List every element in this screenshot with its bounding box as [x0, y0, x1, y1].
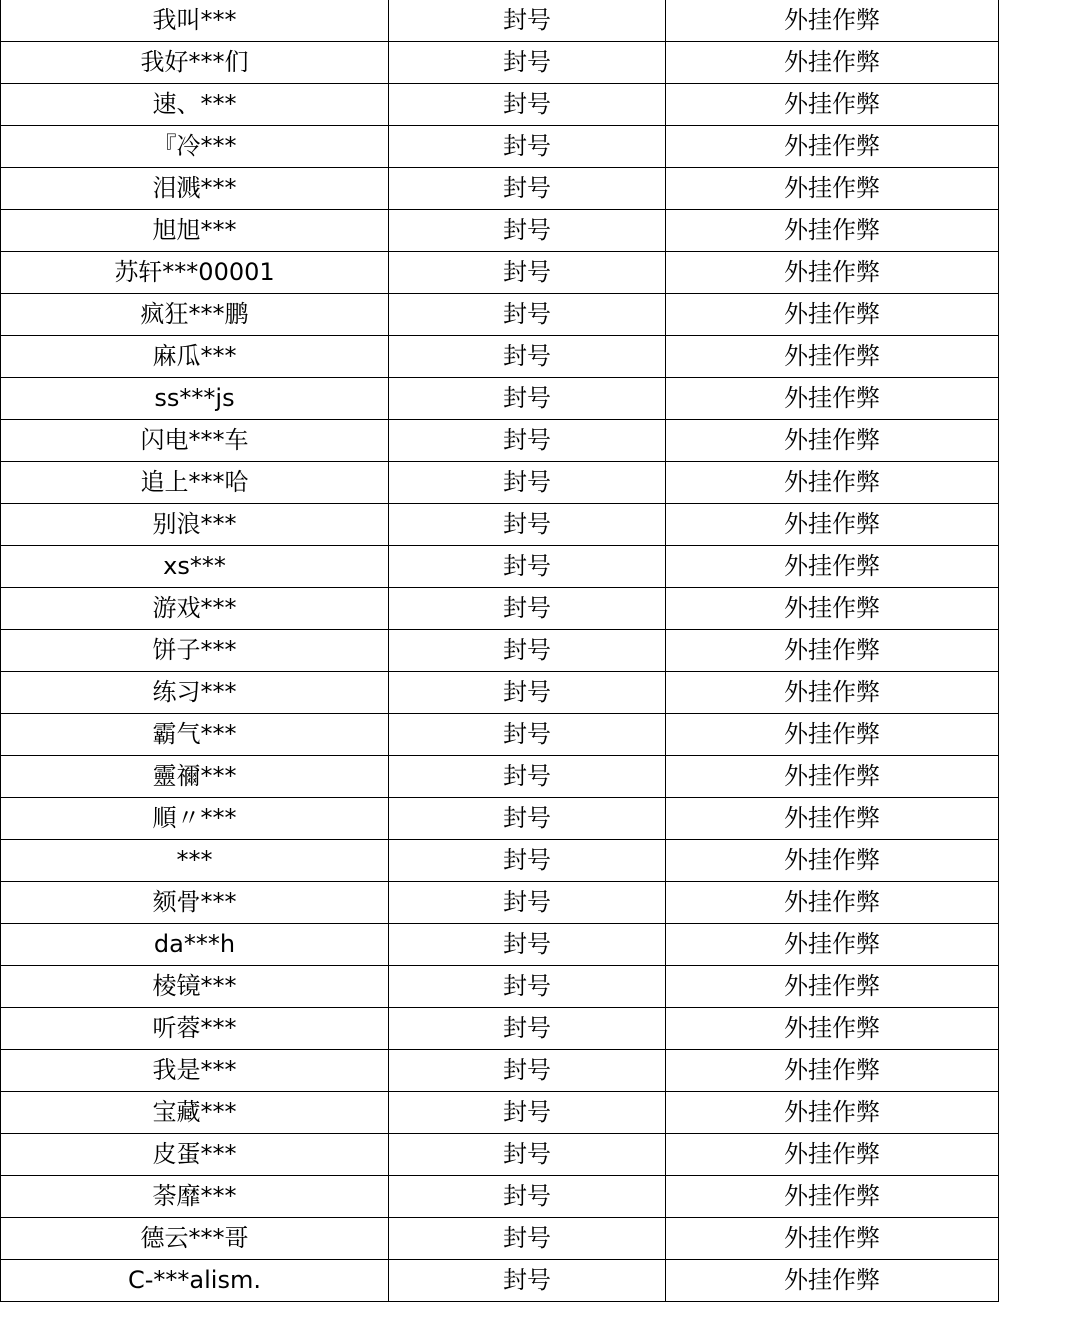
player-name-cell: 德云***哥 — [1, 1218, 389, 1260]
player-name-cell: 练习*** — [1, 672, 389, 714]
player-name-cell: 闪电***车 — [1, 420, 389, 462]
penalty-cell: 封号 — [389, 0, 666, 42]
table-row — [1, 714, 999, 756]
table-row — [1, 252, 999, 294]
table-row — [1, 42, 999, 84]
player-name-cell: 棱镜*** — [1, 966, 389, 1008]
reason-cell: 外挂作弊 — [666, 504, 999, 546]
penalty-cell: 封号 — [389, 756, 666, 798]
penalty-cell: 封号 — [389, 1176, 666, 1218]
reason-cell: 外挂作弊 — [666, 1008, 999, 1050]
player-name-cell: 疯狂***鹏 — [1, 294, 389, 336]
player-name-cell: 荼靡*** — [1, 1176, 389, 1218]
table-row — [1, 84, 999, 126]
reason-cell: 外挂作弊 — [666, 378, 999, 420]
table-row — [1, 588, 999, 630]
table-row — [1, 336, 999, 378]
reason-cell: 外挂作弊 — [666, 588, 999, 630]
reason-cell: 外挂作弊 — [666, 966, 999, 1008]
penalty-cell: 封号 — [389, 42, 666, 84]
table-row — [1, 756, 999, 798]
reason-cell: 外挂作弊 — [666, 924, 999, 966]
reason-cell: 外挂作弊 — [666, 1260, 999, 1302]
penalty-cell: 封号 — [389, 630, 666, 672]
player-name-cell: 别浪*** — [1, 504, 389, 546]
table-row — [1, 1092, 999, 1134]
reason-cell: 外挂作弊 — [666, 1050, 999, 1092]
penalty-cell: 封号 — [389, 924, 666, 966]
player-name-cell: 順〃*** — [1, 798, 389, 840]
player-name-cell: 我好***们 — [1, 42, 389, 84]
penalty-cell: 封号 — [389, 168, 666, 210]
reason-cell: 外挂作弊 — [666, 798, 999, 840]
player-name-cell: ss***js — [1, 378, 389, 420]
table-row — [1, 1008, 999, 1050]
penalty-cell: 封号 — [389, 126, 666, 168]
penalty-cell: 封号 — [389, 882, 666, 924]
penalty-cell: 封号 — [389, 1218, 666, 1260]
reason-cell: 外挂作弊 — [666, 714, 999, 756]
player-name-cell: *** — [1, 840, 389, 882]
player-name-cell: 速、*** — [1, 84, 389, 126]
table-row — [1, 798, 999, 840]
table-row — [1, 1260, 999, 1302]
table-row — [1, 966, 999, 1008]
penalty-cell: 封号 — [389, 378, 666, 420]
player-name-cell: 『冷*** — [1, 126, 389, 168]
table-row — [1, 210, 999, 252]
player-name-cell: 宝藏*** — [1, 1092, 389, 1134]
player-name-cell: 我是*** — [1, 1050, 389, 1092]
player-name-cell: xs*** — [1, 546, 389, 588]
table-row — [1, 840, 999, 882]
penalty-cell: 封号 — [389, 294, 666, 336]
reason-cell: 外挂作弊 — [666, 210, 999, 252]
penalty-cell: 封号 — [389, 1134, 666, 1176]
reason-cell: 外挂作弊 — [666, 840, 999, 882]
table-row — [1, 1134, 999, 1176]
reason-cell: 外挂作弊 — [666, 1134, 999, 1176]
penalty-cell: 封号 — [389, 1050, 666, 1092]
player-name-cell: 霸气*** — [1, 714, 389, 756]
reason-cell: 外挂作弊 — [666, 252, 999, 294]
ban-list-body — [1, 0, 999, 1302]
reason-cell: 外挂作弊 — [666, 336, 999, 378]
table-row — [1, 1050, 999, 1092]
player-name-cell: 麻瓜*** — [1, 336, 389, 378]
reason-cell: 外挂作弊 — [666, 420, 999, 462]
table-row — [1, 546, 999, 588]
table-row — [1, 630, 999, 672]
table-row — [1, 924, 999, 966]
reason-cell: 外挂作弊 — [666, 756, 999, 798]
penalty-cell: 封号 — [389, 252, 666, 294]
player-name-cell: da***h — [1, 924, 389, 966]
player-name-cell: 饼子*** — [1, 630, 389, 672]
table-row — [1, 882, 999, 924]
player-name-cell: 游戏*** — [1, 588, 389, 630]
penalty-cell: 封号 — [389, 798, 666, 840]
table-row — [1, 1176, 999, 1218]
penalty-cell: 封号 — [389, 210, 666, 252]
penalty-cell: 封号 — [389, 714, 666, 756]
table-row — [1, 672, 999, 714]
penalty-cell: 封号 — [389, 546, 666, 588]
player-name-cell: C-***alism. — [1, 1260, 389, 1302]
penalty-cell: 封号 — [389, 840, 666, 882]
reason-cell: 外挂作弊 — [666, 0, 999, 42]
table-row — [1, 420, 999, 462]
table-row — [1, 168, 999, 210]
table-row — [1, 504, 999, 546]
player-name-cell: 颏骨*** — [1, 882, 389, 924]
player-name-cell: 靈禰*** — [1, 756, 389, 798]
penalty-cell: 封号 — [389, 336, 666, 378]
player-name-cell: 追上***哈 — [1, 462, 389, 504]
player-name-cell: 苏轩***00001 — [1, 252, 389, 294]
reason-cell: 外挂作弊 — [666, 882, 999, 924]
table-row — [1, 462, 999, 504]
reason-cell: 外挂作弊 — [666, 126, 999, 168]
reason-cell: 外挂作弊 — [666, 672, 999, 714]
table-row — [1, 294, 999, 336]
table-row — [1, 126, 999, 168]
penalty-cell: 封号 — [389, 1008, 666, 1050]
penalty-cell: 封号 — [389, 966, 666, 1008]
penalty-cell: 封号 — [389, 84, 666, 126]
penalty-cell: 封号 — [389, 504, 666, 546]
reason-cell: 外挂作弊 — [666, 168, 999, 210]
reason-cell: 外挂作弊 — [666, 294, 999, 336]
reason-cell: 外挂作弊 — [666, 462, 999, 504]
penalty-cell: 封号 — [389, 462, 666, 504]
reason-cell: 外挂作弊 — [666, 546, 999, 588]
reason-cell: 外挂作弊 — [666, 84, 999, 126]
table-row — [1, 1218, 999, 1260]
player-name-cell: 我叫*** — [1, 0, 389, 42]
table-row — [1, 0, 999, 42]
reason-cell: 外挂作弊 — [666, 1092, 999, 1134]
penalty-cell: 封号 — [389, 588, 666, 630]
table-row — [1, 378, 999, 420]
reason-cell: 外挂作弊 — [666, 630, 999, 672]
player-name-cell: 听蓉*** — [1, 1008, 389, 1050]
penalty-cell: 封号 — [389, 672, 666, 714]
reason-cell: 外挂作弊 — [666, 42, 999, 84]
penalty-cell: 封号 — [389, 1092, 666, 1134]
player-name-cell: 皮蛋*** — [1, 1134, 389, 1176]
penalty-cell: 封号 — [389, 1260, 666, 1302]
reason-cell: 外挂作弊 — [666, 1218, 999, 1260]
player-name-cell: 旭旭*** — [1, 210, 389, 252]
player-name-cell: 泪溅*** — [1, 168, 389, 210]
penalty-cell: 封号 — [389, 420, 666, 462]
reason-cell: 外挂作弊 — [666, 1176, 999, 1218]
